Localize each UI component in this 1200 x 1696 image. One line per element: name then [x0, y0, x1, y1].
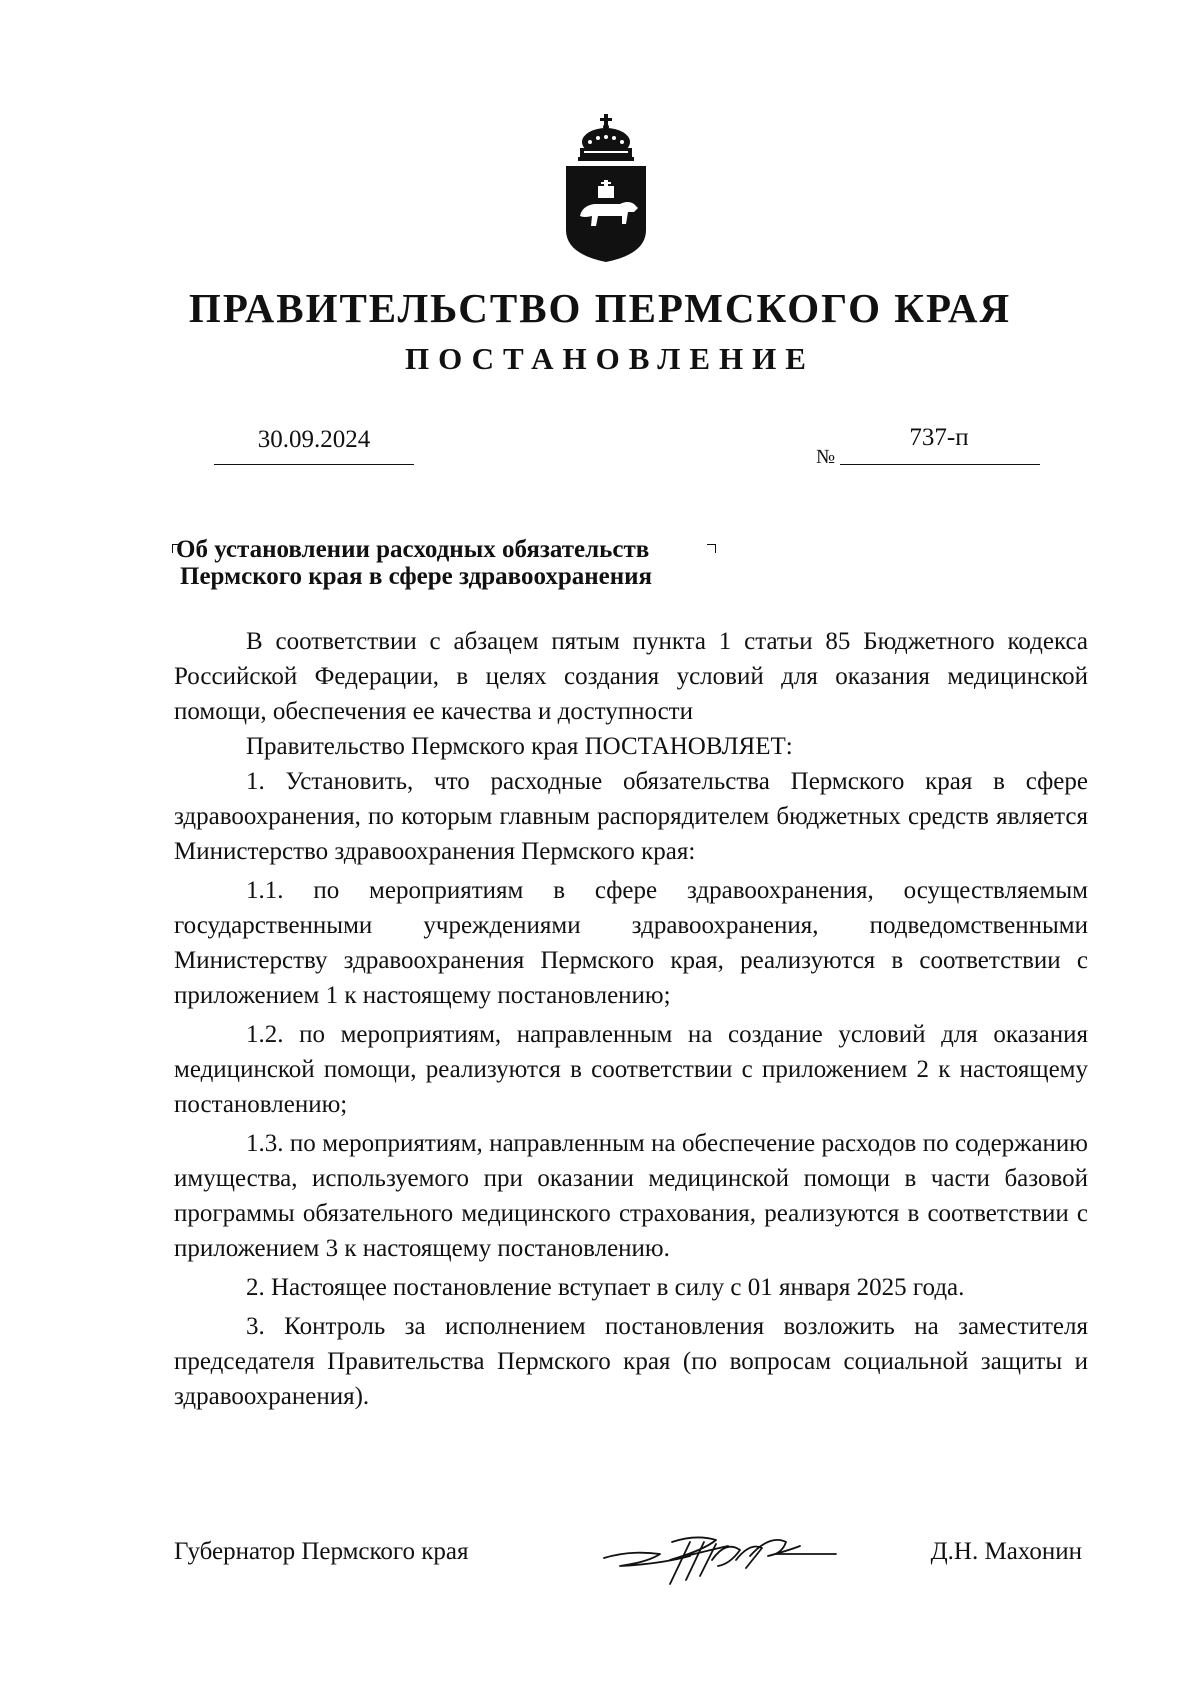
paragraph-preamble: В соответствии с абзацем пятым пункта 1 статьи 85 Бюджетного кодекса Российской Федерации, в целях создания условий для оказания медицинской помощи, обеспечения ее качества и доступности	[174, 628, 1088, 725]
date-underline	[214, 464, 414, 465]
paragraph-item-1: 1. Установить, что расходные обязательства Пермского края в сфере здравоохранения, по которым главным распорядителем бюджетных средств является Министерство здравоохранения Пермского края:	[174, 768, 1088, 865]
document-subject	[176, 536, 736, 590]
perm-krai-coat-of-arms-icon	[558, 112, 654, 264]
paragraph-resolves: Правительство Пермского края ПОСТАНОВЛЯЕТ:	[246, 733, 793, 760]
subject-line-2: Пермского края в сфере здравоохранения	[180, 563, 653, 590]
number-underline	[840, 464, 1040, 465]
subject-line-1: Об установлении расходных обязательств	[176, 536, 650, 563]
paragraph-item-1-1: 1.1. по мероприятиям в сфере здравоохранения, осуществляемым государственными учреждениями здравоохранения, подведомственными Министерству здравоохранения Пермского края, реализуются в соответствии с приложением 1 к настоящему постановлению;	[174, 877, 1088, 1009]
organization-title: ПРАВИТЕЛЬСТВО ПЕРМСКОГО КРАЯ	[188, 285, 1012, 331]
document-date: 30.09.2024	[257, 426, 371, 453]
document-number: 737-п	[909, 424, 969, 451]
document-type: ПОСТАНОВЛЕНИЕ	[405, 341, 815, 376]
paragraph-item-1-3: 1.3. по мероприятиям, направленным на обеспечение расходов по содержанию имущества, используемого при оказании медицинской помощи в части базовой программы обязательного медицинского страхования, реализуются в соответствии с приложением 3 к настоящему постановлению.	[174, 1130, 1088, 1262]
number-mark: №	[816, 446, 836, 468]
handwritten-signature-icon	[600, 1520, 840, 1590]
paragraph-item-1-2: 1.2. по мероприятиям, направленным на создание условий для оказания медицинской помощи, реализуются в соответствии с приложением 2 к настоящему постановлению;	[174, 1021, 1088, 1118]
paragraph-item-2: 2. Настоящее постановление вступает в силу с 01 января 2025 года.	[246, 1274, 965, 1301]
signatory-name: Д.Н. Махонин	[930, 1538, 1082, 1565]
signatory-title: Губернатор Пермского края	[174, 1538, 469, 1565]
document-body	[174, 624, 1088, 1414]
paragraph-item-3: 3. Контроль за исполнением постановления возложить на заместителя председателя Правительства Пермского края (по вопросам социальной защиты и здравоохранения).	[174, 1313, 1088, 1410]
